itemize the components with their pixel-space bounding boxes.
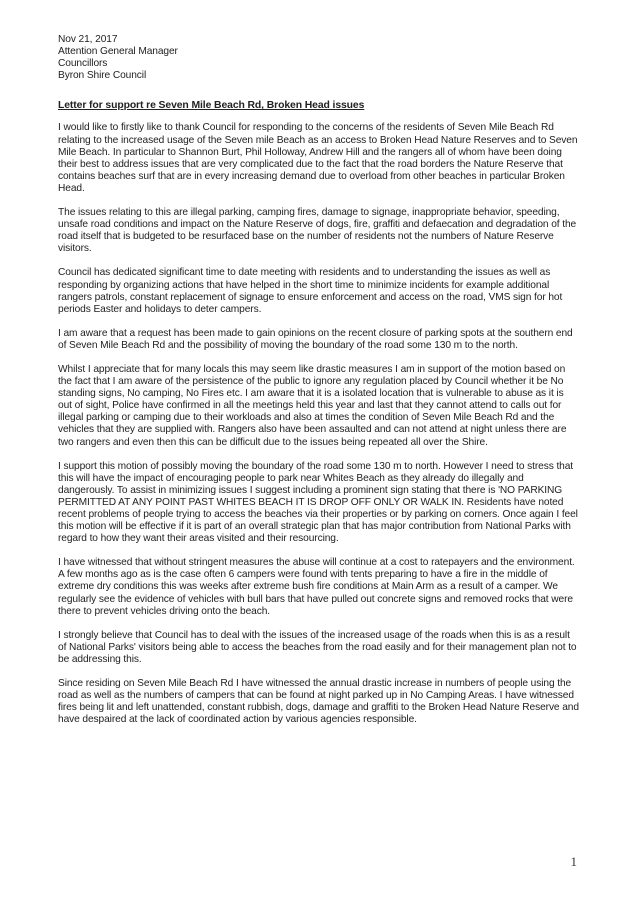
paragraph: I have witnessed that without stringent measures the abuse will continue at a cost to ratepayers and the environment. A few months ago as is the case often 6 campers were found with tents preparing to have a fire in the middle of extreme dry conditions this was weeks after extreme bush fire conditions at Main Arm as a result of a camper. We regularly see the evidence of vehicles with bull bars that have pulled out concrete signs and removed rocks that were there to prevent vehicles driving onto the beach. bbox=[58, 557, 575, 617]
recipient-line: Byron Shire Council bbox=[58, 70, 147, 82]
paragraph: Council has dedicated significant time to date meeting with residents and to understanding the issues as well as responding by organizing actions that have helped in the short time to minimize incidents for example additional rangers patrols, constant replacement of signage to ensure enforcement and access on the road, VMS sign for hot periods Easter and holidays to deter campers. bbox=[58, 267, 563, 315]
letter-subject: Letter for support re Seven Mile Beach Rd, Broken Head issues bbox=[58, 100, 365, 112]
recipient-line: Councillors bbox=[58, 58, 108, 70]
paragraph: Whilst I appreciate that for many locals this may seem like drastic measures I am in support of the motion based on the fact that I am aware of the persistence of the public to ignore any regulation placed by Council whether it be No standing signs, No camping, No Fires etc. I am aware that it is a isolated location that is vulnerable to abuse as it is out of sight, Police have confirmed in all the meetings held this year and last that they cannot attend to calls out for illegal parking or camping due to their workloads and also at times the condition of Seven Mile Beach Rd and the vehicles that they are supplied with. Rangers also have been assaulted and can not attend at night unless there are two rangers and even then this can be difficult due to the issues being repeated all over the Shire. bbox=[58, 363, 567, 448]
letter-body bbox=[58, 34, 580, 738]
recipient-line: Attention General Manager bbox=[58, 46, 178, 58]
paragraph: Since residing on Seven Mile Beach Rd I have witnessed the annual drastic increase in numbers of people using the road as well as the numbers of campers that can be found at night parked up in No Camping Areas. I have witnessed fires being lit and left unattended, constant rubbish, dogs, damage and graffiti to the Broken Head Nature Reserve and have despaired at the lack of coordinated action by various agencies responsible. bbox=[58, 678, 579, 726]
paragraph: The issues relating to this are illegal parking, camping fires, damage to signage, inappropriate behavior, speeding, unsafe road conditions and impact on the Nature Reserve of dogs, fire, graffiti and defaecation and degradation of the road itself that is budgeted to be resurfaced base on the number of residents not the numbers of Nature Reserve visitors. bbox=[58, 207, 577, 255]
paragraph: I am aware that a request has been made to gain opinions on the recent closure of parking spots at the southern end of Seven Mile Beach Rd and the possibility of moving the boundary of the road some 130 m to the north. bbox=[58, 327, 573, 351]
letter-date: Nov 21, 2017 bbox=[58, 34, 118, 45]
paragraph: I strongly believe that Council has to deal with the issues of the increased usage of the roads when this is as a result of National Parks' visitors being able to access the beaches from the road easily and for their management plan not to be addressing this. bbox=[58, 629, 577, 665]
paragraph: I would like to firstly like to thank Council for responding to the concerns of the residents of Seven Mile Beach Rd relating to the increased usage of the Seven mile Beach as an access to Broken Head Nature Reserves and to Seven Mile Beach. In particular to Shannon Burt, Phil Holloway, Andrew Hill and the rangers all of whom have been doing their best to address issues that are very complicated due to the fact that the road borders the Nature Reserve that contains beaches surf that are in every increasing demand due to overload from other beaches in particular Broken Head. bbox=[58, 122, 578, 194]
paragraph: I support this motion of possibly moving the boundary of the road some 130 m to north. However I need to stress that this will have the impact of encouraging people to park near Whites Beach as they already do illegally and dangerously. To assist in minimizing issues I suggest including a prominent sign stating that there is 'NO PARKING PERMITTED AT ANY POINT PAST WHITES BEACH IT IS DROP OFF ONLY OR WALK IN. Residents have noted recent problems of people trying to access the beaches via their properties or by parking on corners. Once again I feel this motion will be effective if it is part of an overall strategic plan that has major contribution from National Parks with regard to how they want their areas visited and their resourcing. bbox=[58, 460, 578, 545]
page-number: 1 bbox=[570, 854, 577, 869]
